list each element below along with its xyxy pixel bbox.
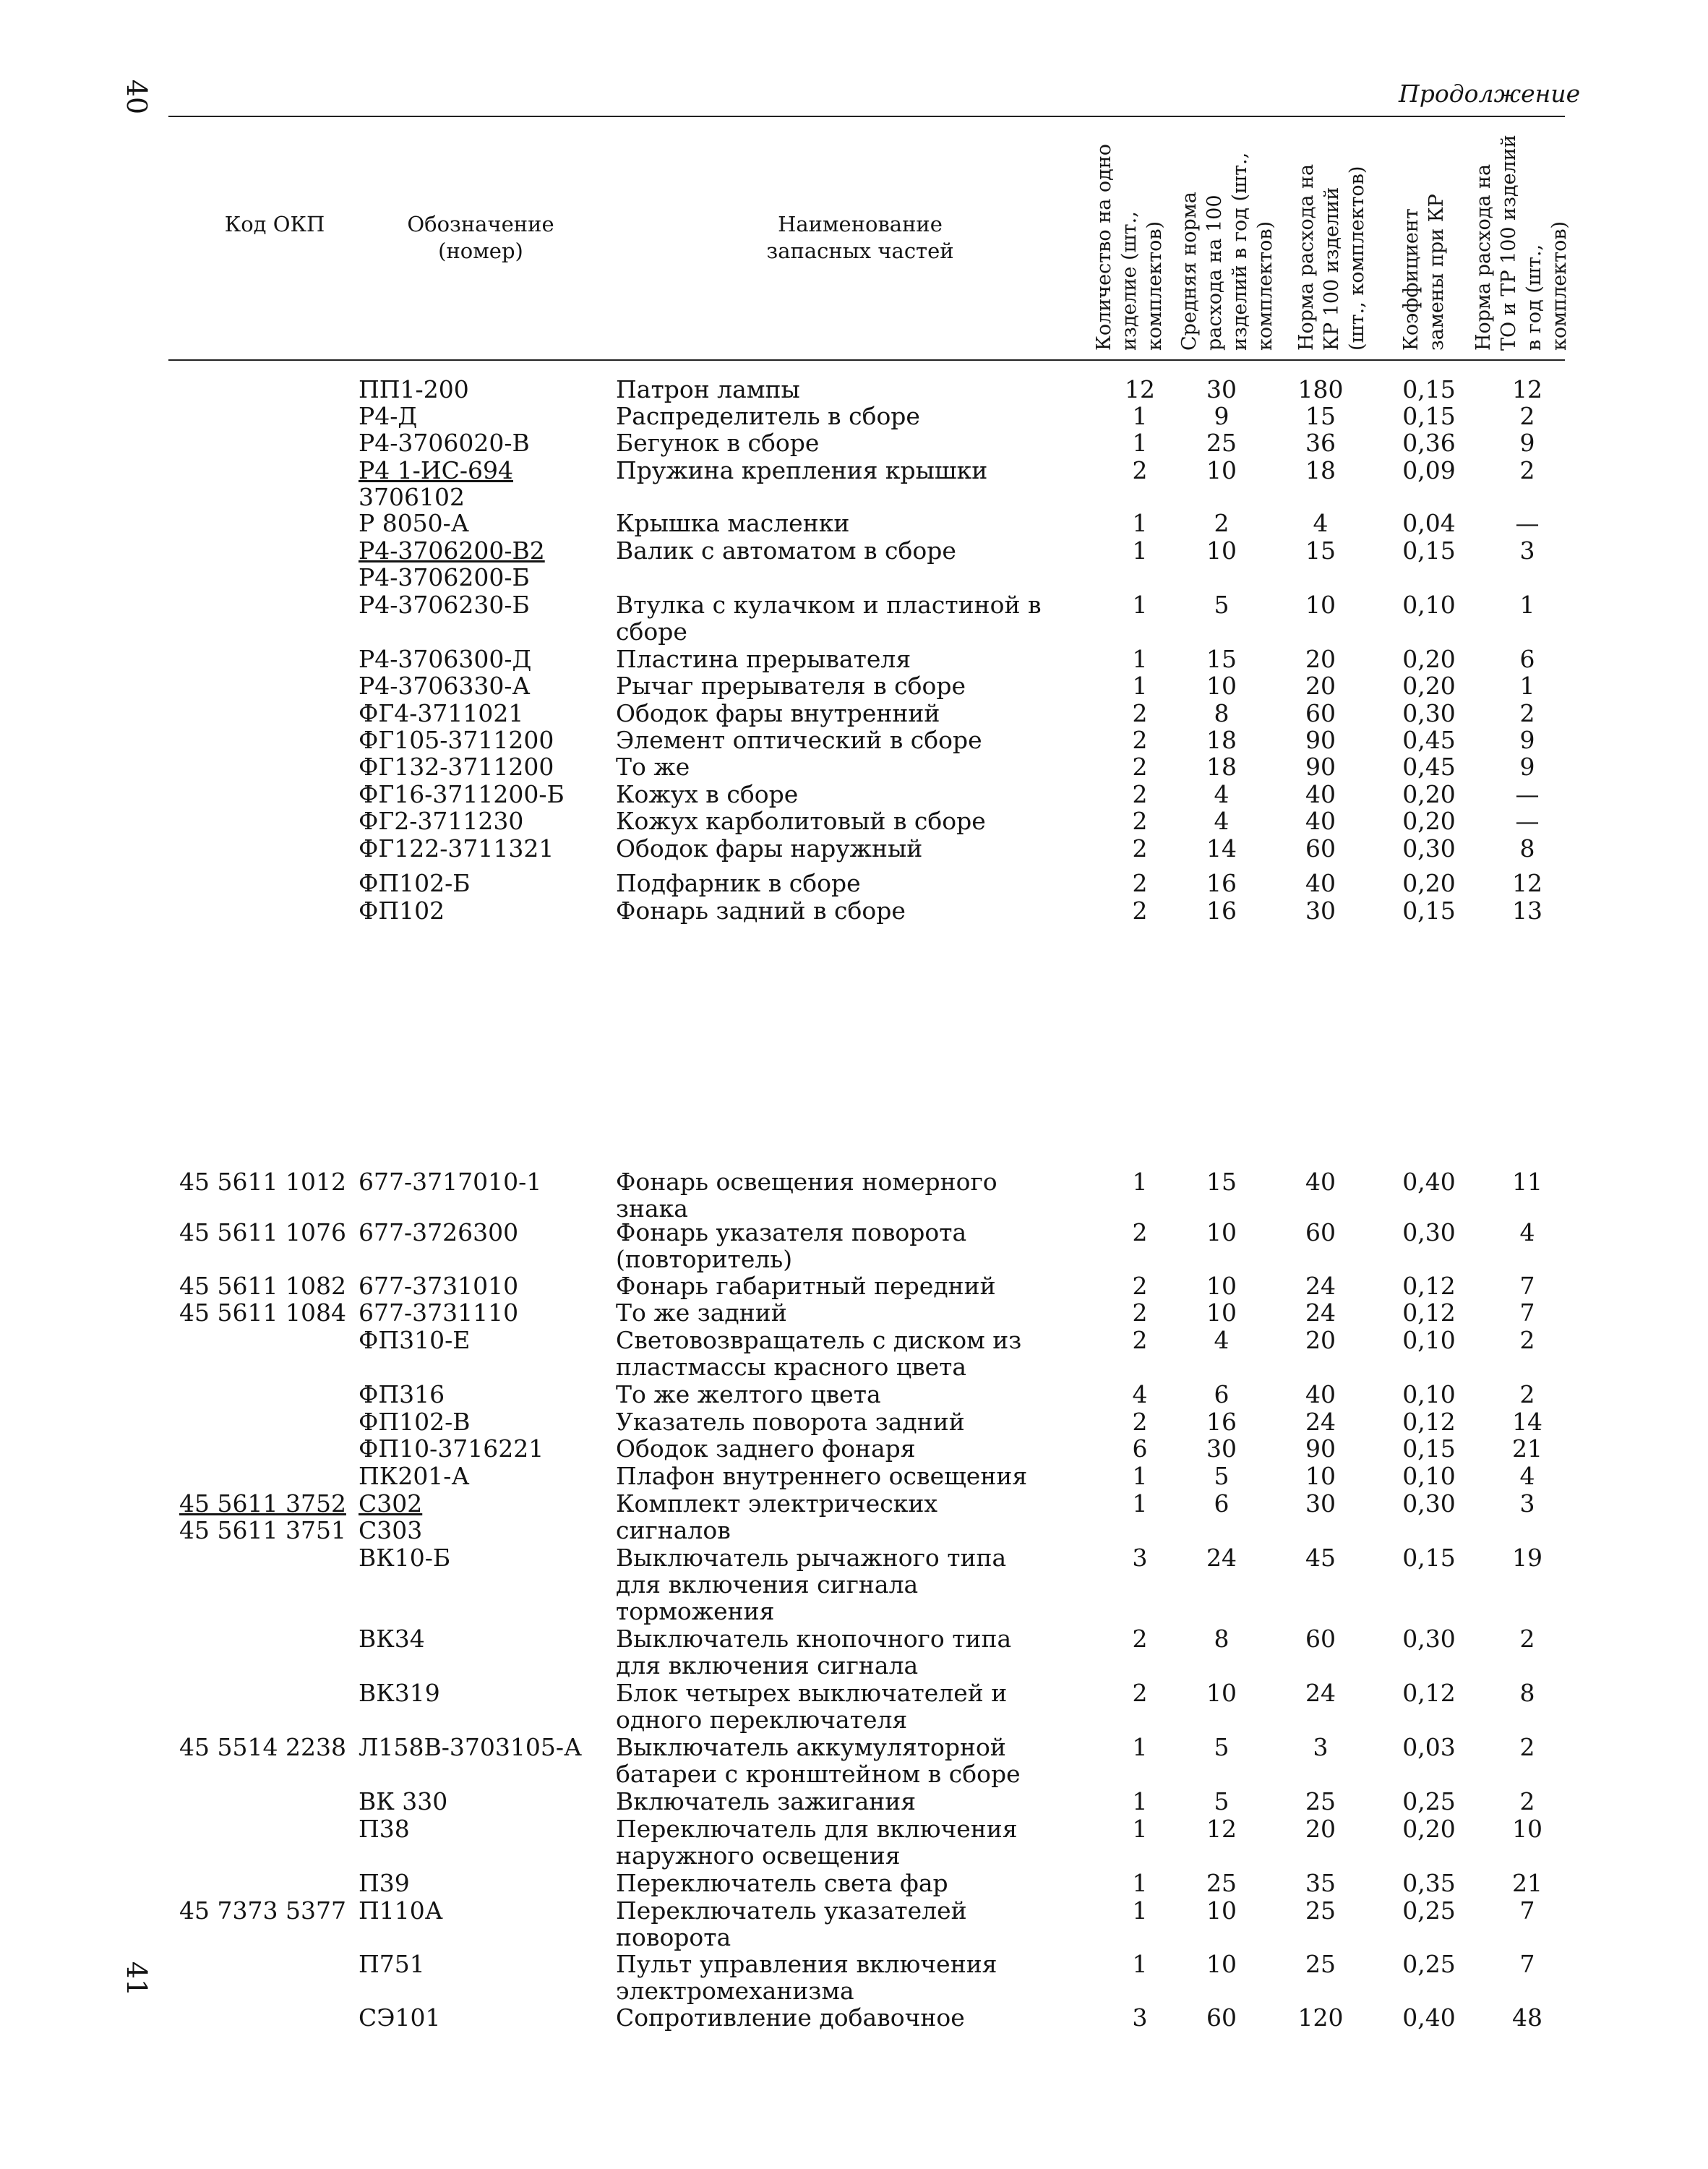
part-name: Ободок фары наружный	[616, 834, 923, 863]
to-norm-value: —	[1515, 509, 1540, 537]
coef-value: 0,20	[1402, 672, 1456, 700]
part-name: Распределитель в сборе	[616, 402, 920, 430]
okp-code: 45 5611 1012	[179, 1168, 346, 1196]
to-norm-value: 2	[1519, 1787, 1535, 1815]
part-name: Пластина прерывателя	[616, 645, 911, 673]
to-norm-value: 2	[1519, 699, 1535, 727]
avg-norm-value: 12	[1206, 1815, 1237, 1843]
designation: Р4-3706200-В2	[359, 536, 545, 565]
avg-norm-value: 2	[1214, 509, 1229, 537]
avg-norm-value: 5	[1214, 591, 1229, 619]
qty-value: 1	[1132, 591, 1148, 619]
coef-value: 0,20	[1402, 645, 1456, 673]
designation: ПК201-А	[359, 1462, 470, 1490]
to-norm-value: 8	[1519, 1679, 1535, 1707]
designation: С302	[359, 1489, 423, 1518]
kr-norm-value: 18	[1305, 456, 1336, 484]
to-norm-value: 6	[1519, 645, 1535, 673]
coef-value: 0,25	[1402, 1787, 1456, 1815]
designation-alt: С303	[359, 1516, 423, 1544]
designation: П110А	[359, 1896, 443, 1925]
designation: ФП102-Б	[359, 869, 471, 897]
okp-code: 45 5611 1076	[179, 1218, 346, 1246]
continued-label: Продолжение	[1399, 80, 1581, 108]
avg-norm-value: 4	[1214, 1326, 1229, 1354]
qty-value: 2	[1132, 834, 1148, 863]
avg-norm-value: 5	[1214, 1787, 1229, 1815]
part-name: То же желтого цвета	[616, 1380, 881, 1408]
kr-norm-value: 20	[1305, 672, 1336, 700]
to-norm-value: 2	[1519, 1733, 1535, 1761]
part-name: Пружина крепления крышки	[616, 456, 988, 484]
avg-norm-value: 10	[1206, 456, 1237, 484]
kr-norm-value: 20	[1305, 1326, 1336, 1354]
kr-norm-value: 45	[1305, 1544, 1336, 1572]
coef-value: 0,30	[1402, 699, 1456, 727]
coef-value: 0,36	[1402, 429, 1456, 457]
kr-norm-value: 25	[1305, 1896, 1336, 1925]
designation: Р4-3706300-Д	[359, 645, 532, 673]
qty-value: 3	[1132, 2003, 1148, 2032]
designation: ФГ2-3711230	[359, 807, 524, 835]
avg-norm-value: 30	[1206, 1434, 1237, 1463]
to-norm-value: 9	[1519, 753, 1535, 781]
to-norm-value: 8	[1519, 834, 1535, 863]
qty-value: 1	[1132, 536, 1148, 565]
avg-norm-value: 10	[1206, 1299, 1237, 1327]
to-norm-value: 2	[1519, 1625, 1535, 1653]
avg-norm-value: 4	[1214, 807, 1229, 835]
avg-norm-value: 6	[1214, 1380, 1229, 1408]
coef-value: 0,15	[1402, 1544, 1456, 1572]
part-name: Элемент оптический в сборе	[616, 726, 982, 754]
coef-value: 0,30	[1402, 1625, 1456, 1653]
designation: СЭ101	[359, 2003, 441, 2032]
avg-norm-value: 16	[1206, 869, 1237, 897]
to-norm-value: 2	[1519, 1326, 1535, 1354]
header-qty: Количество на одно изделие (шт., комплектов)	[1093, 143, 1166, 351]
okp-code: 45 5611 1082	[179, 1272, 346, 1300]
avg-norm-value: 8	[1214, 1625, 1229, 1653]
designation: ФГ4-3711021	[359, 699, 524, 727]
coef-value: 0,20	[1402, 807, 1456, 835]
to-norm-value: 2	[1519, 456, 1535, 484]
avg-norm-value: 5	[1214, 1733, 1229, 1761]
to-norm-value: 10	[1512, 1815, 1542, 1843]
part-name: Фонарь задний в сборе	[616, 897, 906, 925]
kr-norm-value: 180	[1297, 375, 1344, 403]
kr-norm-value: 40	[1305, 780, 1336, 808]
designation: ФГ122-3711321	[359, 834, 554, 863]
designation: ФП10-3716221	[359, 1434, 544, 1463]
to-norm-value: 48	[1512, 2003, 1542, 2032]
header-to-norm: Норма расхода на ТО и ТР 100 изделий в год (шт., комплектов)	[1472, 134, 1571, 351]
designation: Р4-Д	[359, 402, 418, 430]
avg-norm-value: 8	[1214, 699, 1229, 727]
designation: ВК319	[359, 1679, 440, 1707]
part-name: Фонарь указателя поворота (повторитель)	[616, 1218, 967, 1273]
coef-value: 0,09	[1402, 456, 1456, 484]
part-name: Выключатель кнопочного типа для включения сигнала	[616, 1625, 1012, 1680]
coef-value: 0,40	[1402, 2003, 1456, 2032]
kr-norm-value: 60	[1305, 699, 1336, 727]
kr-norm-value: 30	[1305, 1489, 1336, 1518]
kr-norm-value: 20	[1305, 1815, 1336, 1843]
designation: ВК34	[359, 1625, 425, 1653]
to-norm-value: 9	[1519, 429, 1535, 457]
to-norm-value: 1	[1519, 591, 1535, 619]
to-norm-value: 3	[1519, 536, 1535, 565]
part-name: Ободок заднего фонаря	[616, 1434, 916, 1463]
qty-value: 2	[1132, 1625, 1148, 1653]
part-name: Включатель зажигания	[616, 1787, 917, 1815]
qty-value: 2	[1132, 726, 1148, 754]
qty-value: 12	[1125, 375, 1155, 403]
qty-value: 1	[1132, 402, 1148, 430]
coef-value: 0,40	[1402, 1168, 1456, 1196]
qty-value: 2	[1132, 1218, 1148, 1246]
designation: ФГ16-3711200-Б	[359, 780, 565, 808]
okp-code: 45 7373 5377	[179, 1896, 346, 1925]
part-name: Выключатель аккумуляторной батареи с кронштейном в сборе	[616, 1733, 1021, 1788]
avg-norm-value: 10	[1206, 536, 1237, 565]
part-name: Выключатель рычажного типа для включения сигнала торможения	[616, 1544, 1007, 1625]
to-norm-value: 21	[1512, 1434, 1542, 1463]
kr-norm-value: 40	[1305, 807, 1336, 835]
to-norm-value: 13	[1512, 897, 1542, 925]
avg-norm-value: 15	[1206, 1168, 1237, 1196]
header-bottom-rule	[168, 359, 1565, 361]
designation: ФГ105-3711200	[359, 726, 554, 754]
header-okp: Код ОКП	[224, 212, 325, 236]
qty-value: 1	[1132, 1869, 1148, 1897]
part-name: Указатель поворота задний	[616, 1408, 965, 1436]
okp-code: 45 5514 2238	[179, 1733, 346, 1761]
designation: ФП102	[359, 897, 445, 925]
coef-value: 0,35	[1402, 1869, 1456, 1897]
avg-norm-value: 25	[1206, 429, 1237, 457]
qty-value: 2	[1132, 753, 1148, 781]
to-norm-value: 14	[1512, 1408, 1542, 1436]
qty-value: 2	[1132, 869, 1148, 897]
avg-norm-value: 16	[1206, 1408, 1237, 1436]
qty-value: 2	[1132, 897, 1148, 925]
coef-value: 0,10	[1402, 1462, 1456, 1490]
kr-norm-value: 40	[1305, 869, 1336, 897]
to-norm-value: 12	[1512, 869, 1542, 897]
coef-value: 0,20	[1402, 780, 1456, 808]
qty-value: 2	[1132, 1326, 1148, 1354]
qty-value: 2	[1132, 1299, 1148, 1327]
header-coef: Коэффициент замены при КР	[1400, 194, 1448, 351]
coef-value: 0,15	[1402, 402, 1456, 430]
designation: Р4 1-ИС-694	[359, 456, 514, 484]
qty-value: 1	[1132, 1950, 1148, 1978]
part-name: Переключатель света фар	[616, 1869, 948, 1897]
avg-norm-value: 6	[1214, 1489, 1229, 1518]
designation: Л158В-3703105-А	[359, 1733, 583, 1761]
qty-value: 1	[1132, 1787, 1148, 1815]
to-norm-value: 2	[1519, 1380, 1535, 1408]
designation: 677-3731110	[359, 1299, 519, 1327]
part-name: Ободок фары внутренний	[616, 699, 940, 727]
qty-value: 3	[1132, 1544, 1148, 1572]
kr-norm-value: 40	[1305, 1168, 1336, 1196]
coef-value: 0,20	[1402, 869, 1456, 897]
kr-norm-value: 60	[1305, 1218, 1336, 1246]
header-avg-norm: Средняя норма расхода на 100 изделий в год (шт., комплектов)	[1178, 152, 1276, 351]
kr-norm-value: 35	[1305, 1869, 1336, 1897]
coef-value: 0,12	[1402, 1408, 1456, 1436]
avg-norm-value: 30	[1206, 375, 1237, 403]
to-norm-value: 12	[1512, 375, 1542, 403]
part-name: Переключатель для включения наружного освещения	[616, 1815, 1018, 1870]
avg-norm-value: 10	[1206, 1272, 1237, 1300]
part-name: Кожух в сборе	[616, 780, 799, 808]
kr-norm-value: 4	[1313, 509, 1329, 537]
header-name: Наименование запасных частей	[766, 212, 954, 263]
to-norm-value: —	[1515, 807, 1540, 835]
part-name: Световозвращатель с диском из пластмассы красного цвета	[616, 1326, 1022, 1381]
designation: Р 8050-А	[359, 509, 469, 537]
page-number-top: 40	[121, 79, 153, 115]
coef-value: 0,10	[1402, 1326, 1456, 1354]
avg-norm-value: 10	[1206, 1950, 1237, 1978]
kr-norm-value: 24	[1305, 1299, 1336, 1327]
to-norm-value: 19	[1512, 1544, 1542, 1572]
to-norm-value: 7	[1519, 1896, 1535, 1925]
to-norm-value: 4	[1519, 1462, 1535, 1490]
kr-norm-value: 24	[1305, 1272, 1336, 1300]
designation: Р4-3706330-А	[359, 672, 531, 700]
qty-value: 6	[1132, 1434, 1148, 1463]
designation: П38	[359, 1815, 410, 1843]
qty-value: 2	[1132, 699, 1148, 727]
qty-value: 1	[1132, 1489, 1148, 1518]
coef-value: 0,30	[1402, 1218, 1456, 1246]
avg-norm-value: 60	[1206, 2003, 1237, 2032]
designation: ВК10-Б	[359, 1544, 451, 1572]
coef-value: 0,25	[1402, 1896, 1456, 1925]
qty-value: 1	[1132, 645, 1148, 673]
avg-norm-value: 16	[1206, 897, 1237, 925]
designation: ФГ132-3711200	[359, 753, 554, 781]
qty-value: 2	[1132, 1408, 1148, 1436]
qty-value: 1	[1132, 429, 1148, 457]
kr-norm-value: 90	[1305, 1434, 1336, 1463]
part-name: Фонарь габаритный передний	[616, 1272, 996, 1300]
to-norm-value: 1	[1519, 672, 1535, 700]
coef-value: 0,30	[1402, 1489, 1456, 1518]
part-name: Патрон лампы	[616, 375, 800, 403]
to-norm-value: 7	[1519, 1299, 1535, 1327]
coef-value: 0,12	[1402, 1299, 1456, 1327]
coef-value: 0,04	[1402, 509, 1456, 537]
avg-norm-value: 10	[1206, 1679, 1237, 1707]
designation: 677-3731010	[359, 1272, 519, 1300]
kr-norm-value: 25	[1305, 1787, 1336, 1815]
kr-norm-value: 60	[1305, 1625, 1336, 1653]
coef-value: 0,15	[1402, 1434, 1456, 1463]
part-name: Кожух карболитовый в сборе	[616, 807, 986, 835]
avg-norm-value: 25	[1206, 1869, 1237, 1897]
part-name: Валик с автоматом в сборе	[616, 536, 956, 565]
to-norm-value: 9	[1519, 726, 1535, 754]
part-name: Плафон внутреннего освещения	[616, 1462, 1028, 1490]
qty-value: 1	[1132, 1815, 1148, 1843]
part-name: Рычаг прерывателя в сборе	[616, 672, 966, 700]
qty-value: 1	[1132, 1733, 1148, 1761]
coef-value: 0,10	[1402, 1380, 1456, 1408]
designation: 677-3726300	[359, 1218, 519, 1246]
qty-value: 2	[1132, 1679, 1148, 1707]
coef-value: 0,03	[1402, 1733, 1456, 1761]
coef-value: 0,15	[1402, 536, 1456, 565]
to-norm-value: —	[1515, 780, 1540, 808]
part-name: Пульт управления включения электромеханизма	[616, 1950, 997, 2005]
kr-norm-value: 15	[1305, 536, 1336, 565]
coef-value: 0,25	[1402, 1950, 1456, 1978]
avg-norm-value: 9	[1214, 402, 1229, 430]
part-name: Переключатель указателей поворота	[616, 1896, 967, 1951]
designation-alt: Р4-3706200-Б	[359, 563, 530, 591]
kr-norm-value: 25	[1305, 1950, 1336, 1978]
part-name: Втулка с кулачком и пластиной в сборе	[616, 591, 1042, 646]
okp-code: 45 5611 1084	[179, 1299, 346, 1327]
part-name: Бегунок в сборе	[616, 429, 820, 457]
kr-norm-value: 15	[1305, 402, 1336, 430]
designation: П39	[359, 1869, 410, 1897]
coef-value: 0,45	[1402, 726, 1456, 754]
kr-norm-value: 36	[1305, 429, 1336, 457]
kr-norm-value: 20	[1305, 645, 1336, 673]
designation: Р4-3706020-В	[359, 429, 530, 457]
to-norm-value: 4	[1519, 1218, 1535, 1246]
coef-value: 0,12	[1402, 1679, 1456, 1707]
designation: ФП102-В	[359, 1408, 471, 1436]
qty-value: 1	[1132, 1168, 1148, 1196]
kr-norm-value: 24	[1305, 1679, 1336, 1707]
avg-norm-value: 10	[1206, 1896, 1237, 1925]
avg-norm-value: 10	[1206, 672, 1237, 700]
header-kr-norm: Норма расхода на КР 100 изделий (шт., комплектов)	[1295, 163, 1368, 351]
okp-code: 45 5611 3752	[179, 1489, 346, 1518]
designation: ФП310-Е	[359, 1326, 471, 1354]
coef-value: 0,30	[1402, 834, 1456, 863]
part-name: Фонарь освещения номерного знака	[616, 1168, 997, 1223]
designation-alt: 3706102	[359, 483, 465, 511]
designation: 677-3717010-1	[359, 1168, 542, 1196]
part-name: То же задний	[616, 1299, 787, 1327]
designation: ПП1-200	[359, 375, 469, 403]
part-name: Подфарник в сборе	[616, 869, 861, 897]
coef-value: 0,15	[1402, 375, 1456, 403]
qty-value: 2	[1132, 1272, 1148, 1300]
kr-norm-value: 90	[1305, 753, 1336, 781]
part-name: Блок четырех выключателей и одного переключателя	[616, 1679, 1008, 1734]
kr-norm-value: 30	[1305, 897, 1336, 925]
designation: Р4-3706230-Б	[359, 591, 530, 619]
qty-value: 2	[1132, 780, 1148, 808]
to-norm-value: 2	[1519, 402, 1535, 430]
qty-value: 1	[1132, 1896, 1148, 1925]
coef-value: 0,12	[1402, 1272, 1456, 1300]
part-name: То же	[616, 753, 690, 781]
part-name: Комплект электрических сигналов	[616, 1489, 937, 1544]
kr-norm-value: 3	[1313, 1733, 1329, 1761]
avg-norm-value: 5	[1214, 1462, 1229, 1490]
to-norm-value: 7	[1519, 1950, 1535, 1978]
designation: ВК 330	[359, 1787, 448, 1815]
kr-norm-value: 24	[1305, 1408, 1336, 1436]
avg-norm-value: 15	[1206, 645, 1237, 673]
avg-norm-value: 18	[1206, 753, 1237, 781]
page-number-bottom: 41	[121, 1961, 153, 1997]
avg-norm-value: 18	[1206, 726, 1237, 754]
qty-value: 2	[1132, 807, 1148, 835]
qty-value: 1	[1132, 509, 1148, 537]
kr-norm-value: 90	[1305, 726, 1336, 754]
avg-norm-value: 4	[1214, 780, 1229, 808]
qty-value: 4	[1132, 1380, 1148, 1408]
qty-value: 1	[1132, 672, 1148, 700]
kr-norm-value: 120	[1297, 2003, 1344, 2032]
to-norm-value: 7	[1519, 1272, 1535, 1300]
to-norm-value: 21	[1512, 1869, 1542, 1897]
kr-norm-value: 60	[1305, 834, 1336, 863]
header-top-rule	[168, 116, 1565, 117]
to-norm-value: 3	[1519, 1489, 1535, 1518]
coef-value: 0,15	[1402, 897, 1456, 925]
kr-norm-value: 10	[1305, 1462, 1336, 1490]
kr-norm-value: 10	[1305, 591, 1336, 619]
designation: ФП316	[359, 1380, 445, 1408]
qty-value: 2	[1132, 456, 1148, 484]
coef-value: 0,10	[1402, 591, 1456, 619]
avg-norm-value: 14	[1206, 834, 1237, 863]
coef-value: 0,45	[1402, 753, 1456, 781]
to-norm-value: 11	[1512, 1168, 1542, 1196]
okp-code-alt: 45 5611 3751	[179, 1516, 346, 1544]
coef-value: 0,20	[1402, 1815, 1456, 1843]
avg-norm-value: 10	[1206, 1218, 1237, 1246]
qty-value: 1	[1132, 1462, 1148, 1490]
avg-norm-value: 24	[1206, 1544, 1237, 1572]
header-designation: Обозначение (номер)	[407, 212, 554, 263]
part-name: Сопротивление добавочное	[616, 2003, 965, 2032]
designation: П751	[359, 1950, 425, 1978]
part-name: Крышка масленки	[616, 509, 850, 537]
kr-norm-value: 40	[1305, 1380, 1336, 1408]
